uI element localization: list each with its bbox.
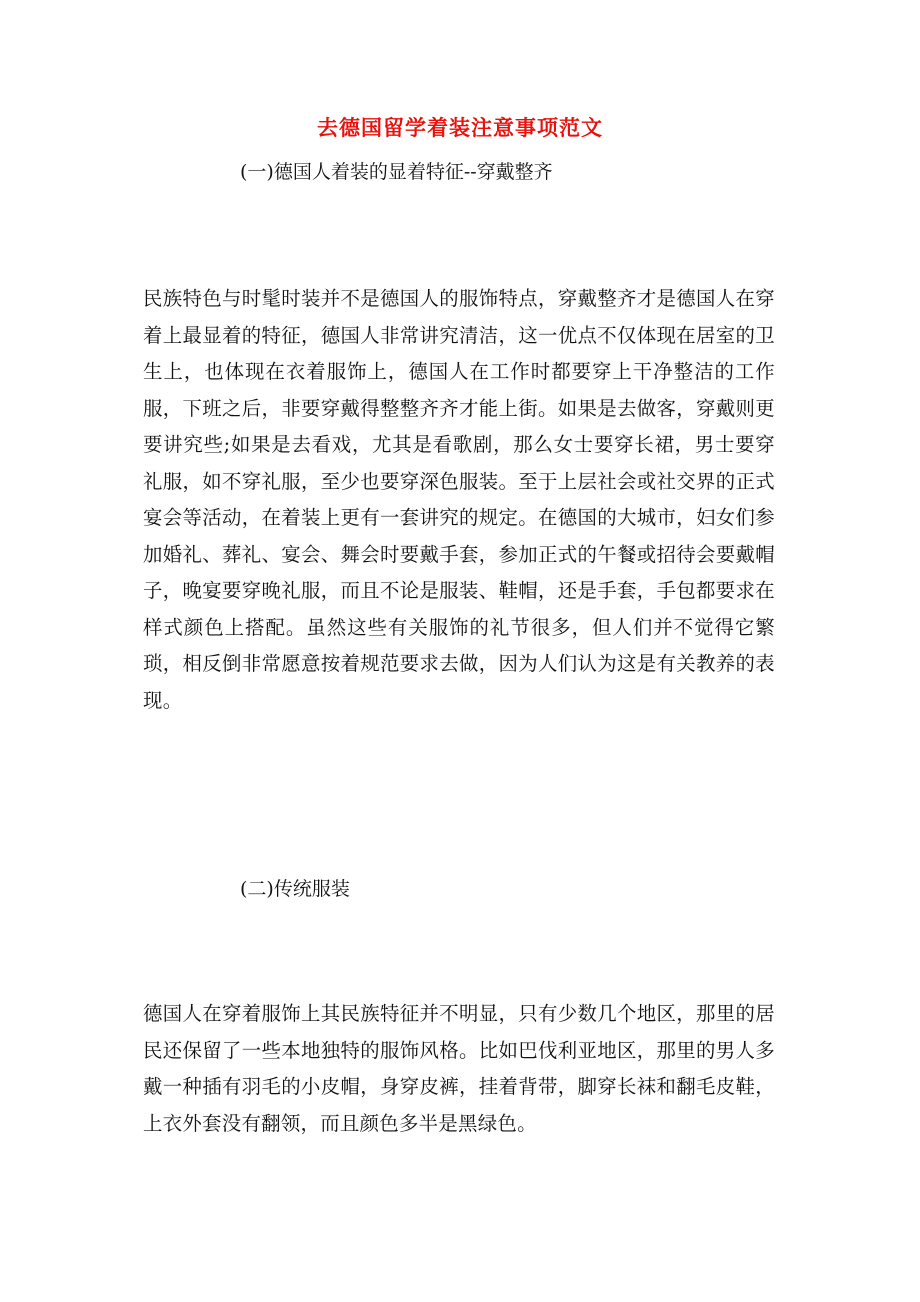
- section-heading-1: (一)德国人着装的显着特征--穿戴整齐: [240, 161, 553, 183]
- section-heading-2: (二)传统服装: [240, 878, 350, 900]
- document-title: 去德国留学着装注意事项范文: [317, 115, 603, 140]
- section-paragraph-2: 德国人在穿着服饰上其民族特征并不明显，只有少数几个地区，那里的居民还保留了一些本地独特的服饰风格。比如巴伐利亚地区，那里的男人多戴一种插有羽毛的小皮帽，身穿皮裤，挂着背带，脚穿长袜和翻毛皮鞋，上衣外套没有翻领，而且颜色多半是黑绿色。: [143, 1002, 775, 1135]
- section-paragraph-1: 民族特色与时髦时装并不是德国人的服饰特点，穿戴整齐才是德国人在穿着上最显着的特征，德国人非常讲究清洁，这一优点不仅体现在居室的卫生上，也体现在衣着服饰上，德国人在工作时都要穿上干净整洁的工作服，下班之后，非要穿戴得整整齐齐才能上街。如果是去做客，穿戴则更要讲究些;如果是去看戏，尤其是看歌剧，那么女士要穿长裙，男士要穿礼服，如不穿礼服，至少也要穿深色服装。至于上层社会或社交界的正式宴会等活动，在着装上更有一套讲究的规定。在德国的大城市，妇女们参加婚礼、葬礼、宴会、舞会时要戴手套，参加正式的午餐或招待会要戴帽子，晚宴要穿晚礼服，而且不论是服装、鞋帽，还是手套，手包都要求在样式颜色上搭配。虽然这些有关服饰的礼节很多，但人们并不觉得它繁琐，相反倒非常愿意按着规范要求去做，因为人们认为这是有关教养的表现。: [143, 287, 775, 712]
